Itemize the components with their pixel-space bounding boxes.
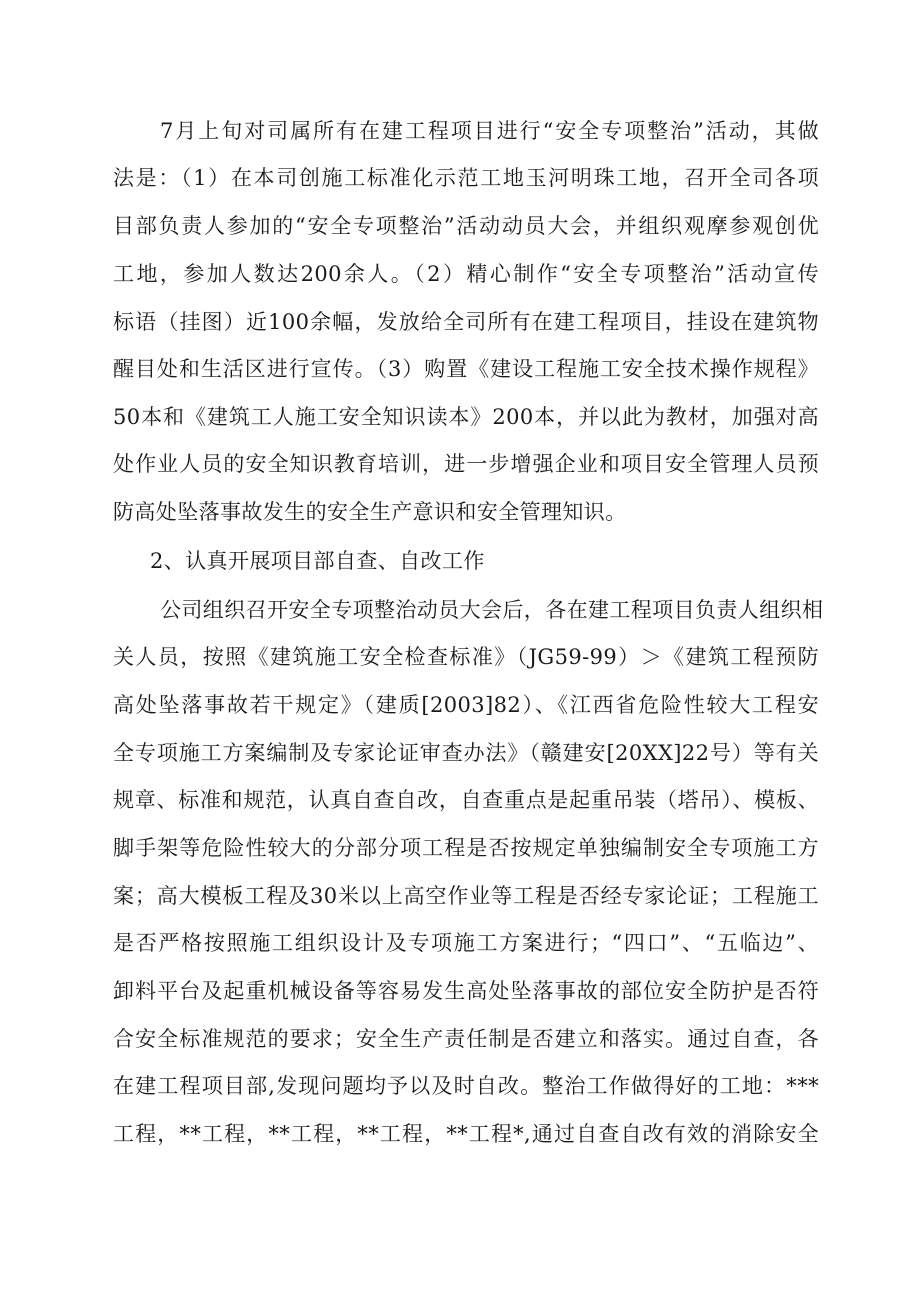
paragraph-2-line-10: 合安全标准规范的要求；安全生产责任制是否建立和落实。通过自查，各 — [113, 1027, 819, 1051]
paragraph-2-line-8: 是否严格按照施工组织设计及专项施工方案进行；“四口”、“五临边”、 — [113, 931, 819, 955]
paragraph-1-line-8: 处作业人员的安全知识教育培训，进一步增强企业和项目安全管理人员预 — [113, 452, 819, 476]
paragraph-2-line-12: 工程，**工程，**工程，**工程，**工程*,通过自查自改有效的消除安全 — [113, 1122, 819, 1146]
paragraph-1-line-6: 醒目处和生活区进行宣传。（3）购置《建设工程施工安全技术操作规程》 — [113, 357, 819, 381]
paragraph-1-line-1: 7月上旬对司属所有在建工程项目进行“安全专项整治”活动，其做 — [160, 119, 819, 143]
paragraph-2-line-9: 卸料平台及起重机械设备等容易发生高处坠落事故的部位安全防护是否符 — [113, 979, 819, 1003]
paragraph-2-line-1: 公司组织召开安全专项整治动员大会后，各在建工程项目负责人组织相 — [160, 598, 824, 622]
paragraph-2-line-6: 脚手架等危险性较大的分部分项工程是否按规定单独编制安全专项施工方 — [113, 836, 819, 860]
paragraph-2-line-3: 高处坠落事故若干规定》（建质[2003]82）、《江西省危险性较大工程安 — [113, 693, 819, 717]
paragraph-2-line-11: 在建工程项目部,发现问题均予以及时自改。整治工作做得好的工地：*** — [113, 1074, 819, 1098]
paragraph-1-line-3: 目部负责人参加的“安全专项整治”活动动员大会，并组织观摩参观创优 — [113, 214, 819, 238]
paragraph-1-line-9: 防高处坠落事故发生的安全生产意识和安全管理知识。 — [113, 500, 627, 524]
paragraph-1-line-2: 法是：（1）在本司创施工标准化示范工地玉河明珠工地，召开全司各项 — [113, 166, 819, 190]
paragraph-2-line-5: 规章、标准和规范，认真自查自改，自查重点是起重吊装（塔吊）、模板、 — [113, 788, 819, 812]
paragraph-1-line-7: 50本和《建筑工人施工安全知识读本》200本，并以此为教材，加强对高 — [113, 405, 819, 429]
section-heading: 2、认真开展项目部自查、自改工作 — [150, 549, 485, 573]
paragraph-1-line-5: 标语（挂图）近100余幅，发放给全司所有在建工程项目，挂设在建筑物 — [113, 310, 819, 334]
paragraph-1-line-4: 工地，参加人数达200余人。（2）精心制作“安全专项整治”活动宣传 — [113, 262, 819, 286]
paragraph-2-line-2: 关人员，按照《建筑施工安全检查标准》（JG59-99）＞《建筑工程预防 — [113, 645, 819, 669]
paragraph-2-line-4: 全专项施工方案编制及专家论证审查办法》（赣建安[20XX]22号）等有关 — [113, 741, 819, 765]
paragraph-2-line-7: 案；高大模板工程及30米以上高空作业等工程是否经专家论证；工程施工 — [113, 884, 819, 908]
